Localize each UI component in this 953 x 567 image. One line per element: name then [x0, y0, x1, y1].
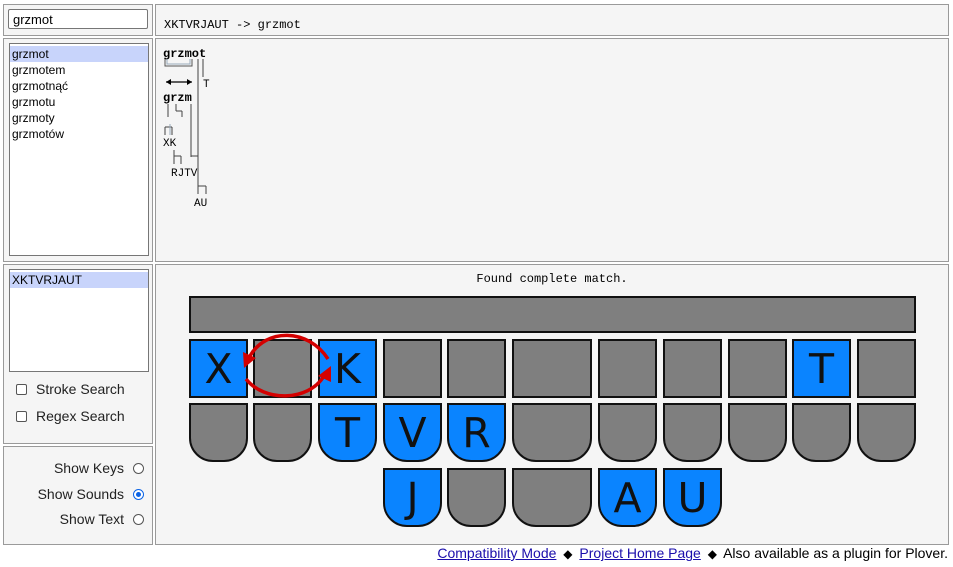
- swap-small-icon: [166, 79, 192, 85]
- key: [189, 403, 248, 462]
- search-input[interactable]: [8, 9, 148, 29]
- show-sounds-label: Show Sounds: [37, 486, 124, 502]
- show-keys-radio[interactable]: [133, 463, 144, 474]
- analysis-panel: [155, 38, 949, 262]
- analysis-au-label: AU: [194, 198, 208, 210]
- show-keys-label: Show Keys: [53, 460, 124, 476]
- key: [447, 339, 506, 398]
- stroke-search-option[interactable]: [16, 380, 125, 398]
- list-item[interactable]: grzmotu: [12, 95, 56, 109]
- analysis-word: grzmot: [163, 47, 207, 61]
- project-home-link[interactable]: Project Home Page: [579, 545, 701, 561]
- analysis-tree: [156, 39, 276, 219]
- key-x: X: [189, 339, 248, 398]
- footer: [437, 545, 948, 561]
- key-j: J: [383, 468, 442, 527]
- separator-icon: ◆: [707, 547, 717, 561]
- list-item[interactable]: grzmotów: [12, 127, 65, 141]
- key: [512, 339, 592, 398]
- analysis-stem: grzm: [163, 91, 192, 105]
- key-t: T: [792, 339, 851, 398]
- regex-search-option[interactable]: [16, 407, 125, 425]
- regex-search-checkbox[interactable]: [16, 411, 27, 422]
- key: [663, 339, 722, 398]
- key: [512, 468, 592, 527]
- key: [512, 403, 592, 462]
- key-r: R: [447, 403, 506, 462]
- show-text-label: Show Text: [59, 511, 124, 527]
- key: [728, 403, 787, 462]
- key: [663, 403, 722, 462]
- key: [792, 403, 851, 462]
- word-list-panel: [3, 38, 153, 262]
- key: [598, 403, 657, 462]
- stroke-search-label: Stroke Search: [36, 381, 125, 397]
- key-v: V: [383, 403, 442, 462]
- key-u: U: [663, 468, 722, 527]
- key: [857, 339, 916, 398]
- translation-text: XKTVRJAUT -> grzmot: [164, 18, 301, 32]
- number-bar: [189, 296, 916, 333]
- list-item[interactable]: XKTVRJAUT: [10, 272, 148, 288]
- key: [447, 468, 506, 527]
- analysis-t-label: T: [203, 79, 210, 91]
- key: [728, 339, 787, 398]
- list-item[interactable]: grzmot: [10, 46, 148, 62]
- keyboard-panel: [155, 264, 949, 545]
- separator-icon: ◆: [563, 547, 573, 561]
- key: [598, 339, 657, 398]
- list-item[interactable]: grzmoty: [12, 111, 55, 125]
- stroke-panel: [3, 264, 153, 444]
- show-text-radio[interactable]: [133, 514, 144, 525]
- show-sounds-option[interactable]: [38, 485, 144, 503]
- key: [253, 403, 312, 462]
- regex-search-label: Regex Search: [36, 408, 125, 424]
- key-a: A: [598, 468, 657, 527]
- key: [383, 339, 442, 398]
- show-keys-option[interactable]: [54, 459, 144, 477]
- status-message: Found complete match.: [476, 272, 628, 286]
- list-item[interactable]: grzmotnąć: [12, 79, 69, 93]
- plover-text: Also available as a plugin for Plover.: [723, 545, 948, 561]
- stroke-list[interactable]: [9, 269, 149, 372]
- list-item[interactable]: grzmotem: [12, 63, 66, 77]
- compatibility-mode-link[interactable]: Compatibility Mode: [437, 545, 557, 561]
- word-list[interactable]: [9, 43, 149, 256]
- analysis-rjtv-label: RJTV: [171, 168, 198, 180]
- key-k: K: [318, 339, 377, 398]
- translation-panel: [155, 4, 949, 36]
- stroke-search-checkbox[interactable]: [16, 384, 27, 395]
- swap-arrows-icon: [236, 334, 336, 404]
- show-sounds-radio[interactable]: [133, 489, 144, 500]
- analysis-xk-label: XK: [163, 138, 177, 150]
- key-t: T: [318, 403, 377, 462]
- key: [857, 403, 916, 462]
- show-text-option[interactable]: [60, 510, 144, 528]
- display-mode-panel: [3, 446, 153, 545]
